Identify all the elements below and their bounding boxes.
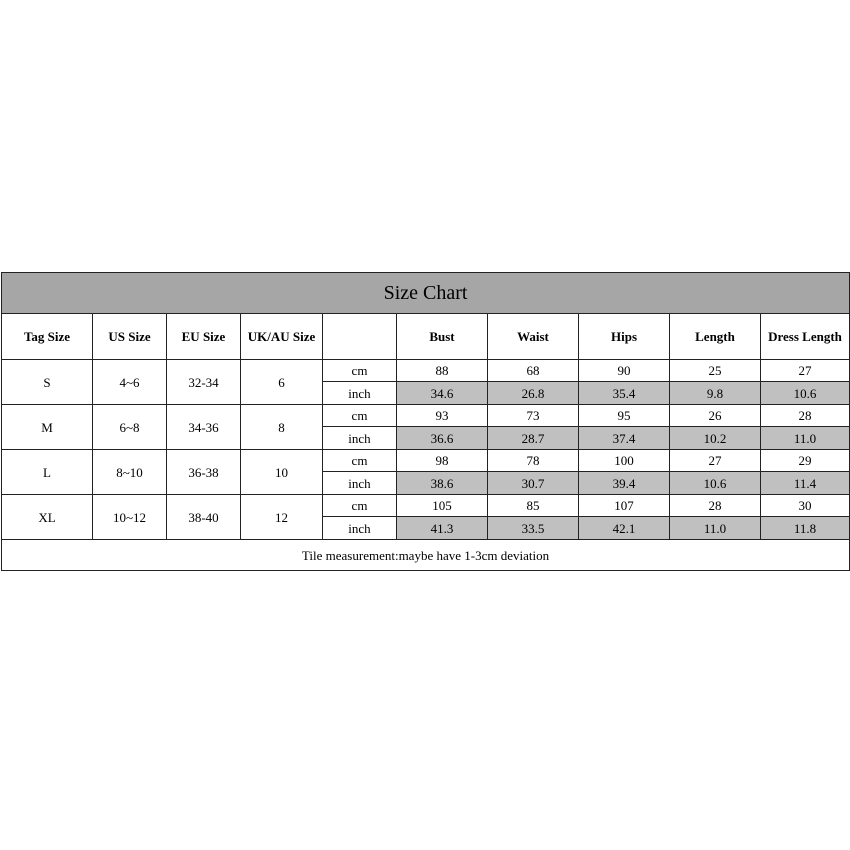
column-header-dress-length: Dress Length bbox=[761, 314, 850, 360]
uk-au-size-cell: 6 bbox=[241, 360, 323, 405]
size-chart bbox=[1, 272, 849, 578]
column-header-us-size: US Size bbox=[93, 314, 167, 360]
measurement-cell-dress: 27 bbox=[761, 360, 850, 382]
measurement-cell-waist: 26.8 bbox=[488, 382, 579, 405]
measurement-cell-length: 27 bbox=[670, 450, 761, 472]
tag-size-cell: M bbox=[2, 405, 93, 450]
chart-title: Size Chart bbox=[2, 273, 850, 314]
unit-cell: cm bbox=[323, 450, 397, 472]
measurement-cell-length: 26 bbox=[670, 405, 761, 427]
uk-au-size-cell: 12 bbox=[241, 495, 323, 540]
measurement-cell-bust: 105 bbox=[397, 495, 488, 517]
unit-cell: inch bbox=[323, 382, 397, 405]
measurement-cell-length: 10.6 bbox=[670, 472, 761, 495]
measurement-cell-waist: 68 bbox=[488, 360, 579, 382]
measurement-cell-hips: 42.1 bbox=[579, 517, 670, 540]
measurement-cell-bust: 38.6 bbox=[397, 472, 488, 495]
measurement-cell-dress: 11.4 bbox=[761, 472, 850, 495]
measurement-cell-waist: 30.7 bbox=[488, 472, 579, 495]
measurement-cell-dress: 10.6 bbox=[761, 382, 850, 405]
measurement-cell-bust: 34.6 bbox=[397, 382, 488, 405]
uk-au-size-cell: 10 bbox=[241, 450, 323, 495]
measurement-cell-dress: 11.8 bbox=[761, 517, 850, 540]
measurement-cell-waist: 73 bbox=[488, 405, 579, 427]
measurement-cell-hips: 39.4 bbox=[579, 472, 670, 495]
measurement-cell-bust: 41.3 bbox=[397, 517, 488, 540]
measurement-cell-waist: 28.7 bbox=[488, 427, 579, 450]
measurement-cell-hips: 107 bbox=[579, 495, 670, 517]
measurement-cell-length: 28 bbox=[670, 495, 761, 517]
uk-au-size-cell: 8 bbox=[241, 405, 323, 450]
tag-size-cell: XL bbox=[2, 495, 93, 540]
measurement-cell-length: 11.0 bbox=[670, 517, 761, 540]
measurement-cell-hips: 90 bbox=[579, 360, 670, 382]
measurement-cell-dress: 28 bbox=[761, 405, 850, 427]
measurement-cell-hips: 100 bbox=[579, 450, 670, 472]
size-chart-table bbox=[1, 272, 850, 571]
unit-cell: cm bbox=[323, 360, 397, 382]
tag-size-cell: S bbox=[2, 360, 93, 405]
measurement-cell-length: 9.8 bbox=[670, 382, 761, 405]
unit-cell: inch bbox=[323, 517, 397, 540]
column-header-hips: Hips bbox=[579, 314, 670, 360]
measurement-cell-bust: 98 bbox=[397, 450, 488, 472]
measurement-cell-bust: 88 bbox=[397, 360, 488, 382]
us-size-cell: 10~12 bbox=[93, 495, 167, 540]
measurement-note: Tile measurement:maybe have 1-3cm deviation bbox=[2, 540, 850, 571]
column-header-eu-size: EU Size bbox=[167, 314, 241, 360]
measurement-cell-dress: 11.0 bbox=[761, 427, 850, 450]
measurement-cell-dress: 29 bbox=[761, 450, 850, 472]
column-header-waist: Waist bbox=[488, 314, 579, 360]
table-row bbox=[2, 360, 850, 382]
column-header-length: Length bbox=[670, 314, 761, 360]
measurement-cell-hips: 35.4 bbox=[579, 382, 670, 405]
eu-size-cell: 38-40 bbox=[167, 495, 241, 540]
column-header-unit bbox=[323, 314, 397, 360]
measurement-cell-hips: 95 bbox=[579, 405, 670, 427]
us-size-cell: 4~6 bbox=[93, 360, 167, 405]
eu-size-cell: 34-36 bbox=[167, 405, 241, 450]
unit-cell: cm bbox=[323, 405, 397, 427]
measurement-cell-length: 25 bbox=[670, 360, 761, 382]
column-header-bust: Bust bbox=[397, 314, 488, 360]
table-row bbox=[2, 405, 850, 427]
measurement-cell-bust: 36.6 bbox=[397, 427, 488, 450]
note-row bbox=[2, 540, 850, 571]
table-row bbox=[2, 495, 850, 517]
eu-size-cell: 32-34 bbox=[167, 360, 241, 405]
measurement-cell-length: 10.2 bbox=[670, 427, 761, 450]
measurement-cell-waist: 33.5 bbox=[488, 517, 579, 540]
us-size-cell: 8~10 bbox=[93, 450, 167, 495]
measurement-cell-waist: 78 bbox=[488, 450, 579, 472]
eu-size-cell: 36-38 bbox=[167, 450, 241, 495]
tag-size-cell: L bbox=[2, 450, 93, 495]
table-row bbox=[2, 450, 850, 472]
unit-cell: cm bbox=[323, 495, 397, 517]
unit-cell: inch bbox=[323, 472, 397, 495]
header-row bbox=[2, 314, 850, 360]
column-header-uk-au-size: UK/AU Size bbox=[241, 314, 323, 360]
measurement-cell-bust: 93 bbox=[397, 405, 488, 427]
measurement-cell-dress: 30 bbox=[761, 495, 850, 517]
us-size-cell: 6~8 bbox=[93, 405, 167, 450]
unit-cell: inch bbox=[323, 427, 397, 450]
measurement-cell-waist: 85 bbox=[488, 495, 579, 517]
measurement-cell-hips: 37.4 bbox=[579, 427, 670, 450]
column-header-tag-size: Tag Size bbox=[2, 314, 93, 360]
